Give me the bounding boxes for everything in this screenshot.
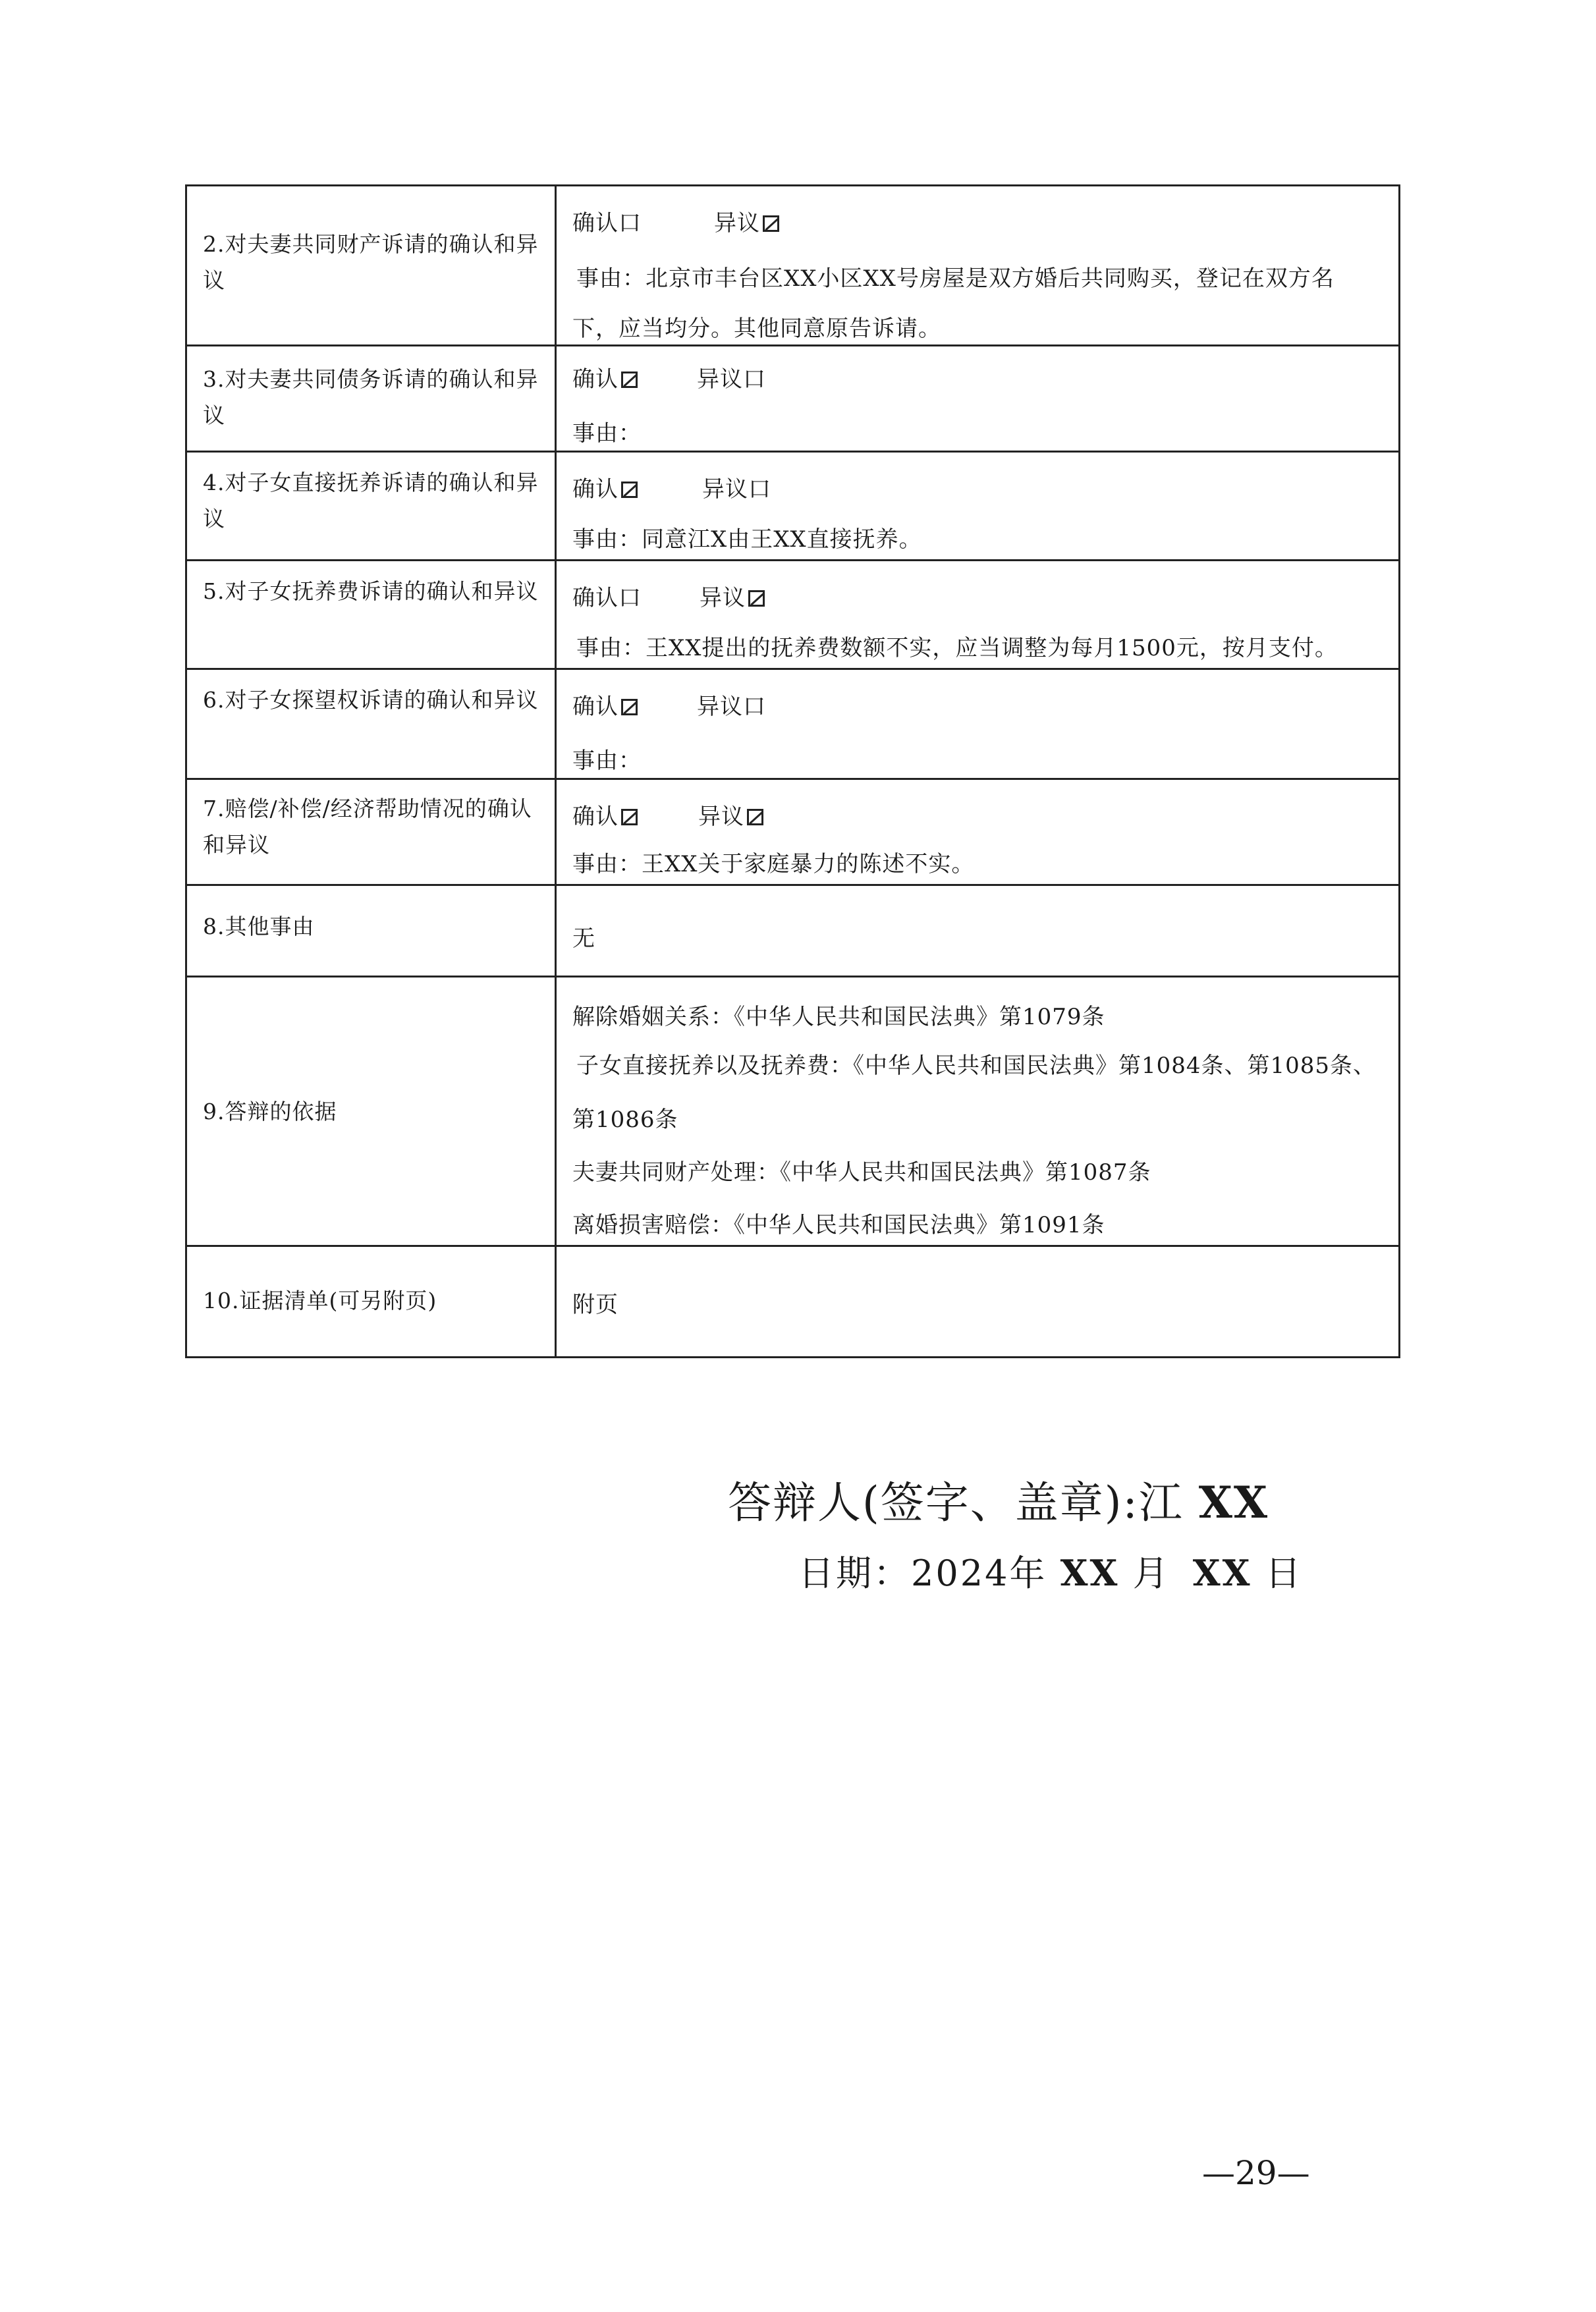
basis-line: 子女直接抚养以及抚养费：《中华人民共和国民法典》第1084条、第1085条、 (576, 1053, 1377, 1079)
date-month: XX (1060, 1552, 1120, 1594)
objection-box-char[interactable]: 口 (743, 366, 766, 393)
objection-label: 异议 (702, 476, 748, 503)
objection-label: 异议 (697, 694, 743, 720)
objection-checkbox[interactable] (763, 215, 779, 232)
table-row (186, 669, 1400, 779)
page-number: —29— (1202, 2154, 1310, 2192)
row-value: 附页 (572, 1292, 619, 1318)
objection-label: 异议 (714, 210, 760, 236)
row-label: 8.其他事由 (203, 914, 315, 939)
table-row (186, 452, 1400, 561)
signature-name: XX (1198, 1477, 1269, 1528)
confirm-checkbox[interactable] (621, 699, 638, 715)
confirm-label: 确认 (572, 210, 619, 236)
confirm-checkbox[interactable] (621, 809, 638, 825)
table-row (186, 346, 1400, 452)
date-prefix: 日期：2024年 (798, 1553, 1047, 1594)
date-month-unit: 月 (1132, 1553, 1170, 1594)
confirm-objection-line (572, 580, 1388, 612)
signature-label: 答辩人(签字、盖章):江 (728, 1477, 1184, 1528)
confirm-box-char[interactable]: 口 (619, 210, 642, 236)
table-row (186, 779, 1400, 885)
row-label: 6.对子女探望权诉请的确认和异议 (203, 687, 539, 713)
row-value: 无 (572, 925, 595, 952)
table-row (186, 561, 1400, 669)
reason-line: 事由：同意江X由王XX直接抚养。 (572, 526, 922, 553)
table-row (186, 186, 1400, 346)
row-label: 9.答辩的依据 (203, 1099, 337, 1124)
reason-line: 事由：北京市丰台区XX小区XX号房屋是双方婚后共同购买，登记在双方名 (576, 265, 1335, 292)
signature-line (728, 1468, 1269, 1530)
row-label: 10.证据清单(可另附页) (203, 1288, 437, 1313)
reason-line: 下，应当均分。其他同意原告诉请。 (572, 316, 941, 342)
basis-line: 夫妻共同财产处理：《中华人民共和国民法典》第1087条 (572, 1159, 1151, 1186)
reason-line: 事由： (572, 748, 642, 774)
table-row (186, 885, 1400, 977)
confirm-label: 确认 (572, 366, 619, 393)
basis-line: 解除婚姻关系：《中华人民共和国民法典》第1079条 (572, 1004, 1105, 1030)
date-day-unit: 日 (1265, 1553, 1303, 1594)
objection-checkbox[interactable] (747, 809, 763, 825)
objection-label: 异议 (698, 804, 744, 830)
confirm-objection-line (572, 688, 1388, 721)
row-label: 2.对夫妻共同财产诉请的确认和异议 (203, 231, 539, 293)
objection-checkbox[interactable] (748, 590, 765, 607)
confirm-objection-line (572, 471, 1388, 503)
confirm-label: 确认 (572, 476, 619, 503)
objection-box-char[interactable]: 口 (748, 476, 771, 503)
basis-line: 第1086条 (572, 1107, 678, 1133)
confirm-objection-line (572, 798, 1388, 831)
row-label: 3.对夫妻共同债务诉请的确认和异议 (203, 366, 539, 428)
objection-label: 异议 (700, 585, 746, 611)
confirm-label: 确认 (572, 804, 619, 830)
date-day: XX (1192, 1552, 1252, 1594)
confirm-box-char[interactable]: 口 (619, 585, 642, 611)
table-row (186, 977, 1400, 1246)
table-row (186, 1246, 1400, 1358)
row-label: 4.对子女直接抚养诉请的确认和异议 (203, 470, 539, 532)
confirm-label: 确认 (572, 585, 619, 611)
confirm-label: 确认 (572, 694, 619, 720)
objection-label: 异议 (697, 366, 743, 393)
confirm-checkbox[interactable] (621, 372, 638, 388)
row-label: 7.赔偿/补偿/经济帮助情况的确认和异议 (203, 796, 532, 858)
reason-line: 事由： (572, 420, 642, 447)
confirm-objection-line (572, 361, 1388, 393)
basis-line: 离婚损害赔偿：《中华人民共和国民法典》第1091条 (572, 1212, 1105, 1238)
confirm-objection-line (572, 205, 1388, 237)
date-line (798, 1545, 1303, 1596)
answer-form-table (185, 184, 1400, 1358)
reason-line: 事由：王XX关于家庭暴力的陈述不实。 (572, 851, 975, 877)
objection-box-char[interactable]: 口 (743, 694, 766, 720)
row-label: 5.对子女抚养费诉请的确认和异议 (203, 578, 539, 604)
reason-line: 事由：王XX提出的抚养费数额不实，应当调整为每月1500元，按月支付。 (576, 635, 1338, 661)
confirm-checkbox[interactable] (621, 482, 638, 498)
